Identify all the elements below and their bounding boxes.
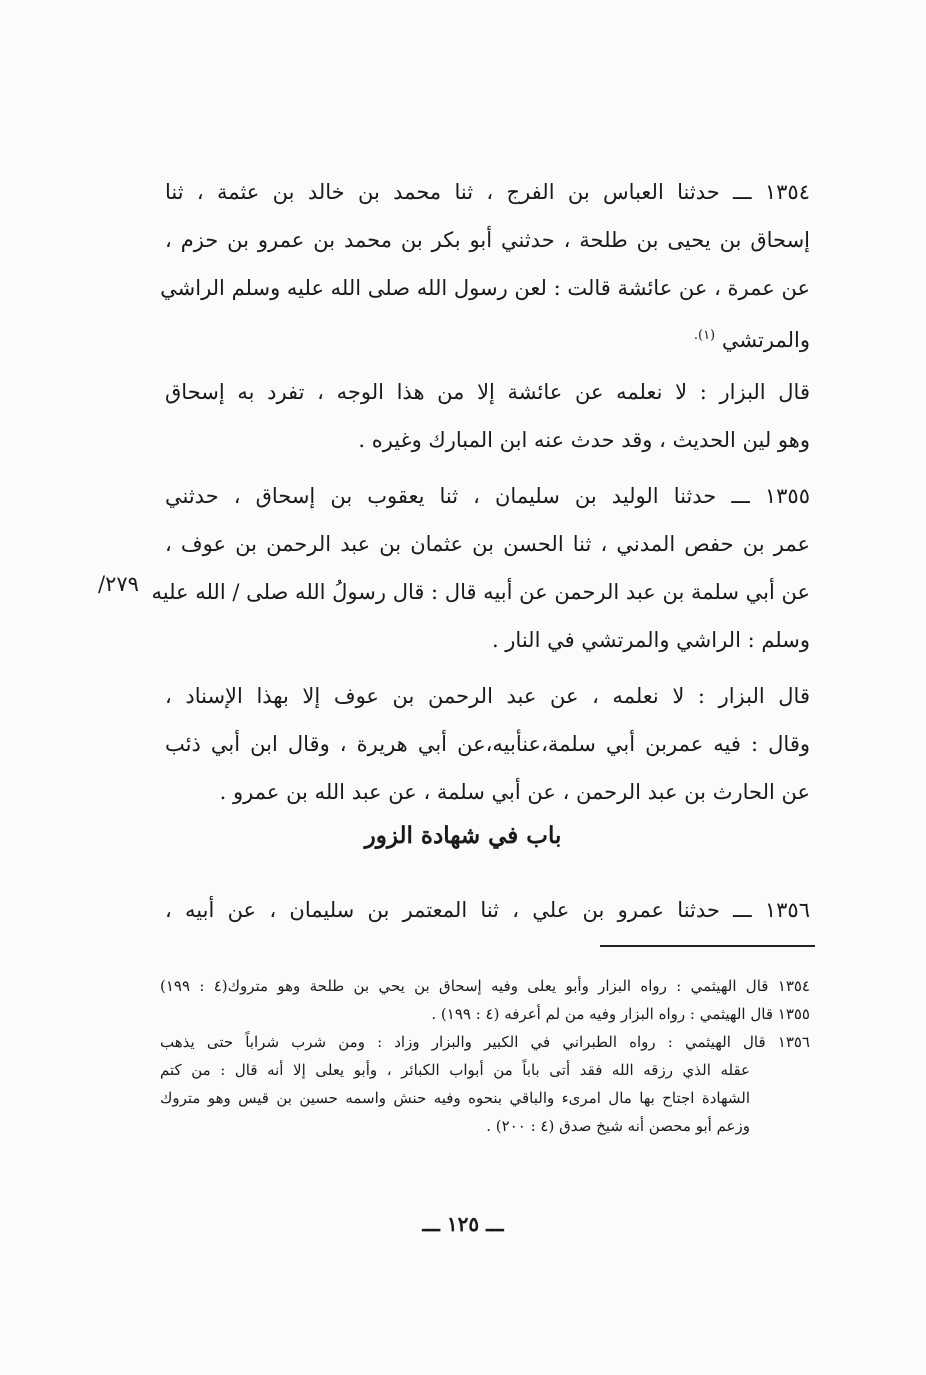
footnote-1354 [160,972,810,1000]
page-number: ـــ ١٢٥ ـــ [422,1212,504,1236]
footnote-1356-line-2: عقله الذي رزقه الله فقد أتى باباً من أبواب الكبائر ، وأبو يعلى إلا أنه قال : من كتم [160,1061,750,1079]
comment-1355-line-1: قال البزار : لا نعلمه ، عن عبد الرحمن بن عوف إلا بهذا الإسناد ، [165,684,810,708]
footnote-1356 [160,1028,810,1140]
hadith-1355-line-3: عن أبي سلمة بن عبد الرحمن عن أبيه قال : قال رسولُ الله صلى / الله عليه [151,580,810,604]
footnote-1356-line-1: ١٣٥٦ قال الهيثمي : رواه الطبراني في الكبير والبزار وزاد : ومن شرب شراباً حتى يذهب [160,1033,810,1051]
hadith-1354-line-1: ١٣٥٤ ـــ حدثنا العباس بن الفرج ، ثنا محمد بن خالد بن عثمة ، ثنا [165,180,810,204]
footnote-ref-1: (١). [693,328,716,343]
footnote-1354-line-1: ١٣٥٤ قال الهيثمي : رواه البزار وأبو يعلى وفيه إسحاق بن يحي بن طلحة وهو متروك(٤ : ١٩٩) [160,977,810,995]
chapter-heading: باب في شهادة الزور [364,822,562,849]
hadith-1355 [151,472,810,664]
hadith-1356 [165,886,810,934]
hadith-1355-line-2: عمر بن حفص المدني ، ثنا الحسن بن عثمان بن عبد الرحمن بن عوف ، [165,532,810,556]
footnotes [160,972,810,1140]
hadith-1354-line-3: عن عمرة ، عن عائشة قالت : لعن رسول الله صلى الله عليه وسلم الراشي [160,276,810,300]
hadith-1354-line-2: إسحاق بن يحيى بن طلحة ، حدثني أبو بكر بن محمد بن عمرو بن حزم ، [165,228,810,252]
comment-1354-line-1: قال البزار : لا نعلمه عن عائشة إلا من هذا الوجه ، تفرد به إسحاق [165,380,810,404]
footnote-1355 [160,1000,810,1028]
footnote-1355-line-1: ١٣٥٥ قال الهيثمي : رواه البزار وفيه من لم أعرفه (٤ : ١٩٩) . [431,1005,810,1023]
manuscript-folio-marker: ٢٧٩/ [98,572,139,596]
hadith-1354-line-4-text: والمرتشي [721,328,810,352]
comment-1355 [165,672,810,816]
hadith-1354 [160,168,810,360]
hadith-1355-line-4: وسلم : الراشي والمرتشي في النار . [491,628,810,652]
hadith-1354-line-4 [165,312,810,360]
comment-1355-line-3: عن الحارث بن عبد الرحمن ، عن أبي سلمة ، عن عبد الله بن عمرو . [219,780,810,804]
comment-1354-line-2: وهو لين الحديث ، وقد حدث عنه ابن المبارك وغيره . [358,428,810,452]
hadith-1356-line-1: ١٣٥٦ ـــ حدثنا عمرو بن علي ، ثنا المعتمر بن سليمان ، عن أبيه ، [165,898,810,922]
footnote-separator [600,945,815,947]
footnote-1356-line-3: الشهادة اجتاح بها مال امرىء والباقي بنحوه وفيه حنش واسمه حسين بن قيس وهو متروك [160,1089,750,1107]
comment-1355-line-2: وقال : فيه عمربن أبي سلمة،عنأبيه،عن أبي هريرة ، وقال ابن أبي ذئب [165,732,810,756]
hadith-1355-line-1: ١٣٥٥ ـــ حدثنا الوليد بن سليمان ، ثنا يعقوب بن إسحاق ، حدثني [165,484,810,508]
footnote-1356-line-4: وزعم أبو محصن أنه شيخ صدق (٤ : ٢٠٠) . [486,1117,750,1135]
main-text [151,168,810,824]
comment-1354 [165,368,810,464]
